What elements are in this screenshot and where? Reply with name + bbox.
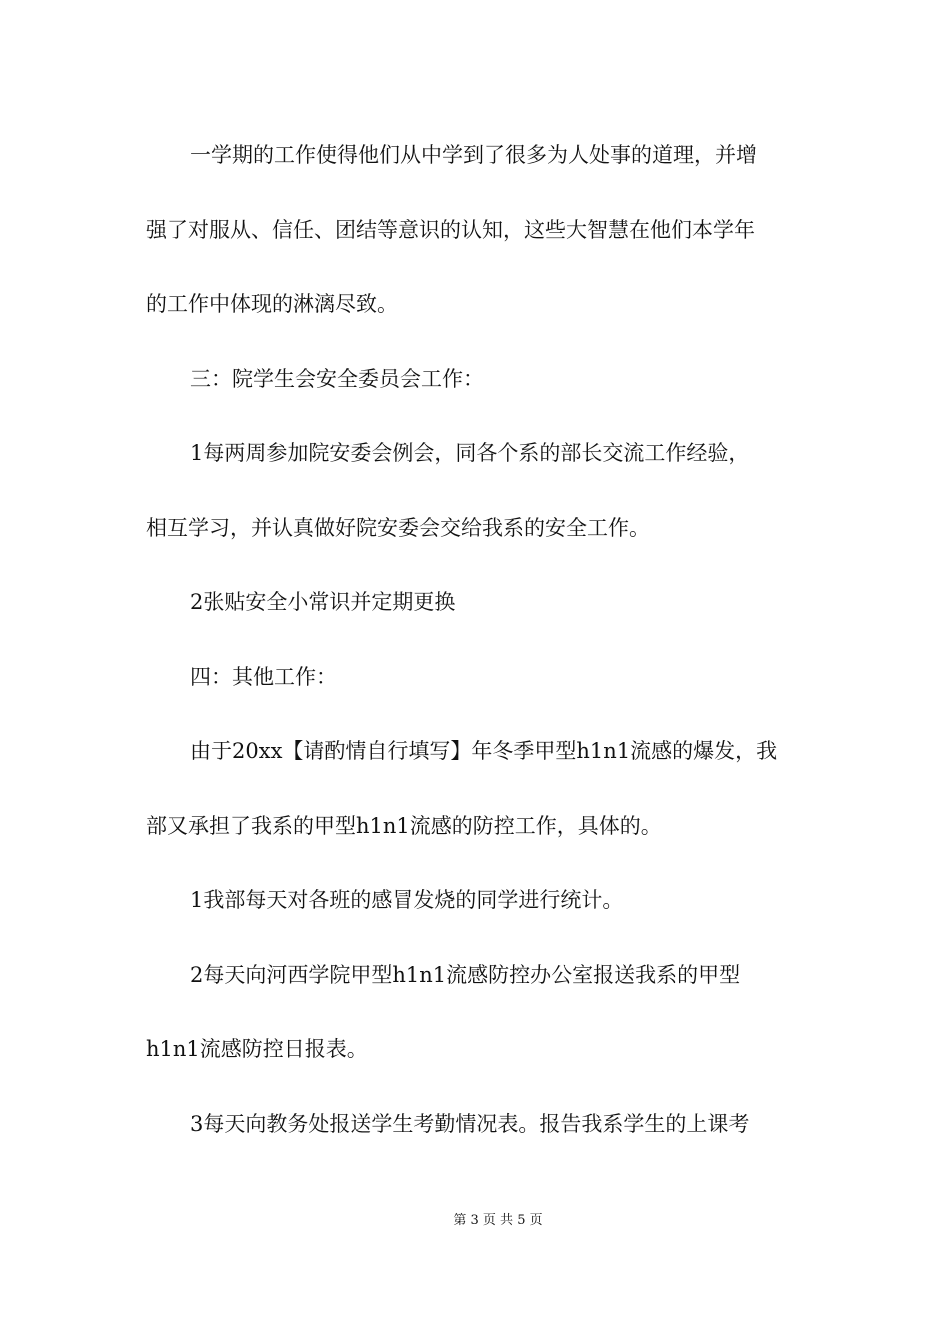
paragraph-line: 相互学习，并认真做好院安委会交给我系的安全工作。 bbox=[146, 516, 650, 540]
section-heading-4: 四：其他工作： bbox=[190, 665, 337, 689]
page-number-footer: 第 3 页 共 5 页 bbox=[453, 1213, 543, 1228]
paragraph-line: 由于20xx【请酌情自行填写】年冬季甲型h1n1流感的爆发，我 bbox=[190, 739, 778, 763]
paragraph-line: 2张贴安全小常识并定期更换 bbox=[190, 590, 456, 614]
paragraph-line: 2每天向河西学院甲型h1n1流感防控办公室报送我系的甲型 bbox=[190, 963, 741, 987]
paragraph-line: 3每天向教务处报送学生考勤情况表。报告我系学生的上课考 bbox=[190, 1112, 750, 1136]
paragraph-line: h1n1流感防控日报表。 bbox=[146, 1037, 368, 1061]
paragraph-line: 1每两周参加院安委会例会，同各个系的部长交流工作经验， bbox=[190, 441, 750, 465]
paragraph-line: 1我部每天对各班的感冒发烧的同学进行统计。 bbox=[190, 888, 624, 912]
paragraph-line: 一学期的工作使得他们从中学到了很多为人处事的道理，并增 bbox=[190, 143, 757, 167]
paragraph-line: 强了对服从、信任、团结等意识的认知，这些大智慧在他们本学年 bbox=[146, 218, 755, 242]
paragraph-line: 的工作中体现的淋漓尽致。 bbox=[146, 292, 398, 316]
paragraph-line: 部又承担了我系的甲型h1n1流感的防控工作，具体的。 bbox=[146, 814, 662, 838]
section-heading-3: 三：院学生会安全委员会工作： bbox=[190, 367, 484, 391]
